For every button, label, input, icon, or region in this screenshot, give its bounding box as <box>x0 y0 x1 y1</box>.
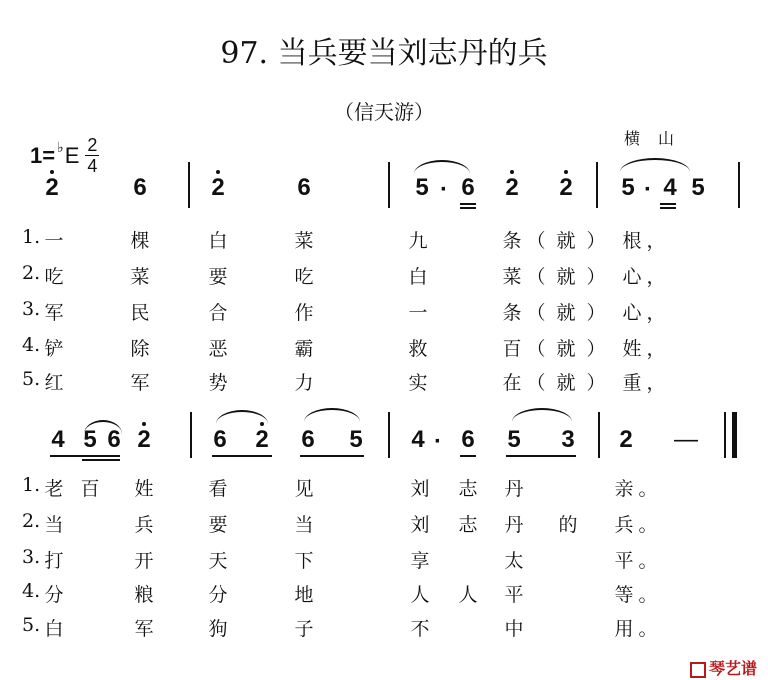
lyric: 丹 <box>504 514 524 536</box>
octave-dot <box>50 170 54 174</box>
lyric: 恶 <box>208 338 228 360</box>
note: 5 <box>621 174 635 201</box>
note: 5 <box>415 174 429 201</box>
lyric: （ <box>526 338 546 360</box>
lyric: ， <box>646 372 666 394</box>
lyric: 用 <box>614 618 634 640</box>
verse-number: 4. <box>22 580 41 602</box>
slur <box>304 408 360 422</box>
lyric: 军 <box>130 372 150 394</box>
underline <box>460 455 476 457</box>
barline <box>190 412 192 458</box>
note: 2 <box>556 176 576 200</box>
lyric: 合 <box>208 302 228 324</box>
note: 4 <box>411 426 425 453</box>
lyric: 百 <box>80 478 100 500</box>
lyric: 铲 <box>44 338 64 360</box>
lyric: 的 <box>558 514 578 536</box>
lyric: 作 <box>294 302 314 324</box>
lyric: 就 <box>556 302 576 324</box>
lyric: 平 <box>504 584 524 606</box>
lyric: 下 <box>294 550 314 572</box>
lyric: 重 <box>622 372 642 394</box>
note: — <box>674 426 698 453</box>
lyric: 分 <box>44 584 64 606</box>
underline <box>82 459 120 461</box>
octave-dot <box>260 422 264 426</box>
underline <box>660 207 676 209</box>
note: 6 <box>461 426 475 453</box>
barline <box>388 162 390 208</box>
note: 4 <box>51 426 65 453</box>
lyric: 心 <box>622 302 642 324</box>
lyric: 。 <box>638 550 658 572</box>
lyric: 九 <box>408 230 428 252</box>
region-label: 横山 <box>624 129 693 148</box>
lyric: （ <box>526 372 546 394</box>
lyric: 享 <box>410 550 430 572</box>
lyric: 打 <box>44 550 64 572</box>
lyric: 地 <box>294 584 314 606</box>
lyric: 白 <box>208 230 228 252</box>
lyric: ） <box>586 372 606 394</box>
underline <box>50 455 120 457</box>
lyric: （ <box>526 230 546 252</box>
lyric: 姓 <box>622 338 642 360</box>
flat-symbol: ♭ <box>57 139 64 155</box>
note: 2 <box>252 428 272 452</box>
lyric: 就 <box>556 230 576 252</box>
lyric: 在 <box>502 372 522 394</box>
lyric: 。 <box>638 618 658 640</box>
verse-number: 5. <box>22 614 41 636</box>
lyric: 白 <box>408 266 428 288</box>
lyric: 不 <box>410 618 430 640</box>
barline <box>724 412 726 458</box>
lyric: 势 <box>208 372 228 394</box>
lyric: 一 <box>44 230 64 252</box>
verse-number: 4. <box>22 334 41 356</box>
verse-number: 1. <box>22 474 41 496</box>
lyric: ） <box>586 266 606 288</box>
song-title: 97. 当兵要当刘志丹的兵 <box>220 36 548 71</box>
note: 6 <box>213 426 227 453</box>
lyric: 百 <box>502 338 522 360</box>
lyric: 分 <box>208 584 228 606</box>
note: 6 <box>133 174 147 201</box>
lyric: 粮 <box>134 584 154 606</box>
note: 5 <box>349 426 363 453</box>
underline <box>300 455 364 457</box>
lyric: 心 <box>622 266 642 288</box>
time-signature <box>85 136 99 175</box>
underline <box>506 455 576 457</box>
lyric: ， <box>646 338 666 360</box>
note: 2 <box>134 428 154 452</box>
lyric: 吃 <box>44 266 64 288</box>
octave-dot <box>564 170 568 174</box>
verse-number: 2. <box>22 510 41 532</box>
lyric: 兵 <box>614 514 634 536</box>
note: 5 <box>507 426 521 453</box>
octave-dot <box>142 422 146 426</box>
lyric: 太 <box>504 550 524 572</box>
time-top: 2 <box>87 135 98 155</box>
lyric: 力 <box>294 372 314 394</box>
note: 6 <box>107 426 121 453</box>
lyric: 根 <box>622 230 642 252</box>
lyric: 狗 <box>208 618 228 640</box>
lyric: ， <box>646 266 666 288</box>
lyric: 吃 <box>294 266 314 288</box>
note: 5 <box>83 426 97 453</box>
lyric: 军 <box>134 618 154 640</box>
verse-number: 2. <box>22 262 41 284</box>
final-barline <box>732 412 737 458</box>
lyric: 亲 <box>614 478 634 500</box>
slur <box>620 158 690 172</box>
lyric: 平 <box>614 550 634 572</box>
barline <box>738 162 740 208</box>
augmentation-dot: · <box>440 176 448 203</box>
logo-icon <box>690 662 706 678</box>
barline <box>596 162 598 208</box>
lyric: 。 <box>638 478 658 500</box>
verse-number: 3. <box>22 298 41 320</box>
lyric: 老 <box>44 478 64 500</box>
lyric: 白 <box>44 618 64 640</box>
lyric: 丹 <box>504 478 524 500</box>
time-bottom: 4 <box>87 156 98 176</box>
lyric: ） <box>586 338 606 360</box>
verse-number: 1. <box>22 226 41 248</box>
note: 2 <box>502 176 522 200</box>
augmentation-dot: · <box>434 428 442 455</box>
verse-number: 3. <box>22 546 41 568</box>
lyric: 。 <box>638 514 658 536</box>
lyric: （ <box>526 266 546 288</box>
lyric: 天 <box>208 550 228 572</box>
lyric: 就 <box>556 372 576 394</box>
lyric: ， <box>646 230 666 252</box>
note: 3 <box>561 426 575 453</box>
note: 2 <box>208 176 228 200</box>
key-note: E <box>64 142 80 168</box>
lyric: 看 <box>208 478 228 500</box>
lyric: 军 <box>44 302 64 324</box>
underline <box>460 207 476 209</box>
lyric: 条 <box>502 230 522 252</box>
lyric: 兵 <box>134 514 154 536</box>
lyric: 棵 <box>130 230 150 252</box>
note: 2 <box>42 176 62 200</box>
lyric: 姓 <box>134 478 154 500</box>
lyric: 志 <box>458 514 478 536</box>
augmentation-dot: · <box>644 176 652 203</box>
lyric: 开 <box>134 550 154 572</box>
barline <box>598 412 600 458</box>
logo-text: 琴艺谱 <box>709 661 758 678</box>
note: 6 <box>461 174 475 201</box>
lyric: 子 <box>294 618 314 640</box>
octave-dot <box>510 170 514 174</box>
underline <box>660 203 676 205</box>
lyric: 除 <box>130 338 150 360</box>
lyric: 要 <box>208 266 228 288</box>
key-prefix: 1= <box>30 142 56 168</box>
lyric: （ <box>526 302 546 324</box>
note: 4 <box>663 174 677 201</box>
site-logo <box>690 656 757 679</box>
lyric: 一 <box>408 302 428 324</box>
lyric: ） <box>586 302 606 324</box>
barline <box>188 162 190 208</box>
lyric: 条 <box>502 302 522 324</box>
lyric: 菜 <box>294 230 314 252</box>
underline <box>460 203 476 205</box>
slur <box>414 160 470 174</box>
lyric: 霸 <box>294 338 314 360</box>
song-subtitle: （信天游） <box>334 100 434 124</box>
lyric: 实 <box>408 372 428 394</box>
lyric: 就 <box>556 338 576 360</box>
barline <box>388 412 390 458</box>
lyric: 菜 <box>130 266 150 288</box>
lyric: 等 <box>614 584 634 606</box>
lyric: 。 <box>638 584 658 606</box>
lyric: ， <box>646 302 666 324</box>
lyric: 见 <box>294 478 314 500</box>
lyric: 刘 <box>410 478 430 500</box>
lyric: 中 <box>504 618 524 640</box>
lyric: 就 <box>556 266 576 288</box>
lyric: 当 <box>294 514 314 536</box>
note: 2 <box>619 426 633 453</box>
lyric: 志 <box>458 478 478 500</box>
lyric: ） <box>586 230 606 252</box>
key-signature <box>30 136 99 175</box>
octave-dot <box>216 170 220 174</box>
lyric: 民 <box>130 302 150 324</box>
lyric: 菜 <box>502 266 522 288</box>
note: 5 <box>691 174 705 201</box>
underline <box>212 455 272 457</box>
lyric: 人 <box>458 584 478 606</box>
lyric: 刘 <box>410 514 430 536</box>
note: 6 <box>297 174 311 201</box>
slur <box>512 408 572 422</box>
lyric: 要 <box>208 514 228 536</box>
lyric: 人 <box>410 584 430 606</box>
lyric: 救 <box>408 338 428 360</box>
note: 6 <box>301 426 315 453</box>
lyric: 当 <box>44 514 64 536</box>
lyric: 红 <box>44 372 64 394</box>
verse-number: 5. <box>22 368 41 390</box>
